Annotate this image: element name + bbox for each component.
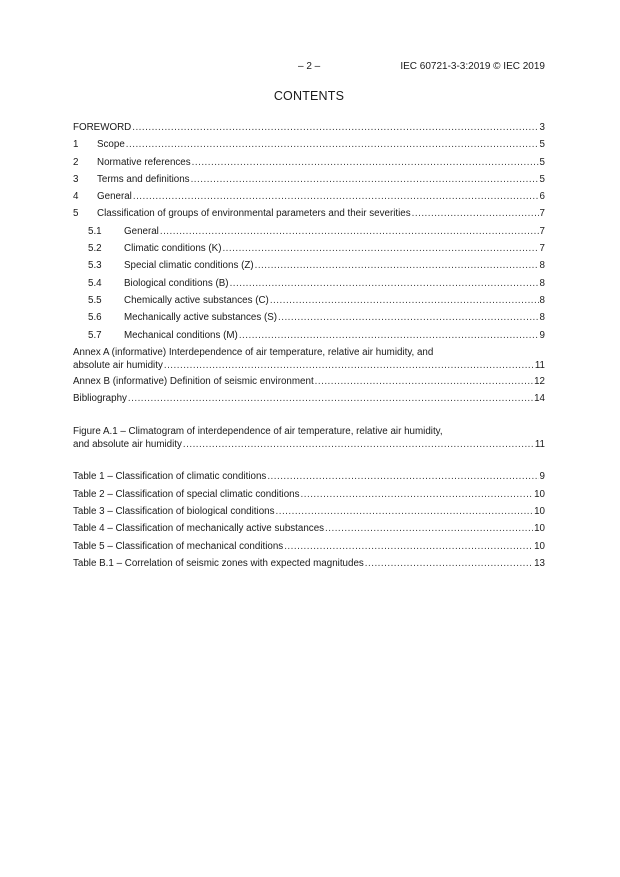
toc-entry-5-7[interactable]: 5.7 Mechanical conditions (M) ..... 9 [73, 330, 545, 347]
page-number: – 2 – [298, 61, 321, 72]
toc-entry-terms-and-definitions[interactable]: 3 Terms and definitions ..... 5 [73, 174, 545, 191]
toc-entry-table-b1[interactable]: Table B.1 – Correlation of seismic zones with expected magnitudes ..... 13 [73, 558, 545, 575]
toc-entry-figure-a1[interactable]: Figure A.1 – Climatogram of interdependence of air temperature, relative air humidity, and absolute air humidity ..... 11 [73, 426, 545, 453]
toc-entry-5-6[interactable]: 5.6 Mechanically active substances (S) ..... 8 [73, 312, 545, 329]
toc-entry-table-5[interactable]: Table 5 – Classification of mechanical conditions ..... 10 [73, 541, 545, 558]
toc-entry-annex-b[interactable]: Annex B (informative) Definition of seismic environment ..... 12 [73, 376, 545, 393]
toc-entry-table-4[interactable]: Table 4 – Classification of mechanically active substances ..... 10 [73, 523, 545, 540]
toc-entry-table-2[interactable]: Table 2 – Classification of special climatic conditions ..... 10 [73, 489, 545, 506]
page-header [73, 61, 545, 75]
page-title: CONTENTS [273, 89, 345, 103]
document-id: IEC 60721-3-3:2019 © IEC 2019 [400, 61, 545, 72]
toc-entry-general[interactable]: 4 General ..... 6 [73, 191, 545, 208]
toc-entry-5-5[interactable]: 5.5 Chemically active substances (C) ..... 8 [73, 295, 545, 312]
toc-entry-table-1[interactable]: Table 1 – Classification of climatic conditions ..... 9 [73, 471, 545, 488]
toc-entry-5-2[interactable]: 5.2 Climatic conditions (K) ..... 7 [73, 243, 545, 260]
toc-entry-scope[interactable]: 1 Scope ..... 5 [73, 139, 545, 156]
toc-entry-classification[interactable]: 5 Classification of groups of environmental parameters and their severities ..... 7 [73, 208, 545, 225]
toc-entry-5-1[interactable]: 5.1 General ..... 7 [73, 226, 545, 243]
toc-entry-bibliography[interactable]: Bibliography ..... 14 [73, 393, 545, 410]
table-of-contents [73, 122, 545, 575]
toc-entry-5-4[interactable]: 5.4 Biological conditions (B) ..... 8 [73, 278, 545, 295]
toc-entry-5-3[interactable]: 5.3 Special climatic conditions (Z) ..... 8 [73, 260, 545, 277]
toc-entry-table-3[interactable]: Table 3 – Classification of biological conditions ..... 10 [73, 506, 545, 523]
toc-entry-foreword[interactable]: FOREWORD ..... 3 [73, 122, 545, 139]
toc-entry-annex-a[interactable]: Annex A (informative) Interdependence of air temperature, relative air humidity, and absolute air humidity ..... 11 [73, 347, 545, 374]
toc-entry-normative-references[interactable]: 2 Normative references ..... 5 [73, 157, 545, 174]
